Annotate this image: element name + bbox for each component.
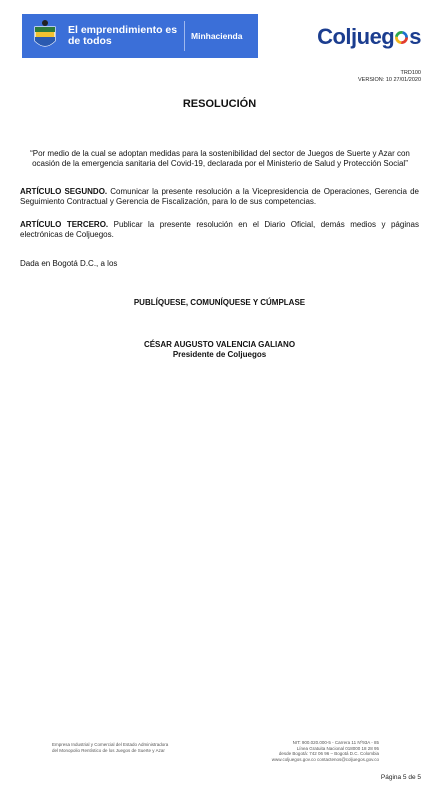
coljuegos-logo	[317, 24, 421, 50]
ministry-label: Minhacienda	[191, 31, 243, 41]
article-third-text: Publicar la presente resolución en el Diario Oficial, demás medios y páginas electrónicas de Coljuegos.	[20, 220, 419, 239]
footer-entity	[52, 742, 168, 754]
article-third-label: ARTÍCULO TERCERO.	[20, 220, 109, 229]
article-second-label: ARTÍCULO SEGUNDO.	[20, 187, 108, 196]
page-title: RESOLUCIÓN	[182, 98, 257, 110]
government-banner	[22, 14, 258, 58]
brand-text-middle: ueg	[356, 24, 395, 49]
banner-slogan: El emprendimiento es de todos	[68, 24, 178, 47]
footer-entity-line1: Empresa Industrial y Comercial del Estado Administradora	[52, 742, 169, 747]
banner-divider	[184, 21, 185, 51]
page-number: Página 5 de 5	[380, 774, 421, 781]
colorful-o-icon	[395, 31, 408, 44]
footer-contact-line4: www.coljuegos.gov.co contactenos@coljuegos.gov.co	[271, 756, 379, 762]
brand-text-suffix: s	[409, 24, 421, 49]
publish-clause: PUBLÍQUESE, COMUNÍQUESE Y CÚMPLASE	[133, 298, 306, 307]
footer-contact-line2: Línea Gratuita Nacional 018000 18 28 95	[296, 745, 379, 751]
article-third	[20, 220, 419, 240]
footer-entity-line2: del Monopolio Rentístico de los Juegos de Suerte y Azar	[52, 748, 165, 753]
signature-block	[0, 340, 439, 360]
footer-contact-line1: NIT: 900.020.000-5 - Carrera 11 Nº93A - 85	[292, 740, 379, 745]
brand-text-prefix: Colj	[317, 24, 357, 49]
document-code	[358, 70, 421, 84]
footer-contact	[272, 740, 379, 762]
signer-title: Presidente de Coljuegos	[172, 350, 267, 359]
footer-contact-line3: desde Bogotá: 742 06 96 – Bogotá D.C. Colombia	[278, 751, 379, 756]
article-second-text: Comunicar la presente resolución a la Vicepresidencia de Operaciones, Gerencia de Seguimiento Contractual y Gerencia de Fiscalización, para lo de sus competencias.	[20, 187, 419, 206]
doc-code-version: VERSION: 10 27/01/2020	[358, 77, 421, 83]
article-second	[20, 187, 419, 207]
signer-name: CÉSAR AUGUSTO VALENCIA GALIANO	[143, 340, 296, 349]
doc-code-trd: TRD100	[400, 70, 421, 76]
issued-in: Dada en Bogotá D.C., a los	[20, 259, 118, 268]
coat-of-arms-icon	[28, 16, 62, 56]
resolution-subject: “Por medio de la cual se adoptan medidas para la sostenibilidad del sector de Juegos de Suerte y Azar con ocasión de la emergencia sanitaria del Covid-19, declarada por el Ministerio de Salud y Protección Social”	[30, 149, 410, 168]
